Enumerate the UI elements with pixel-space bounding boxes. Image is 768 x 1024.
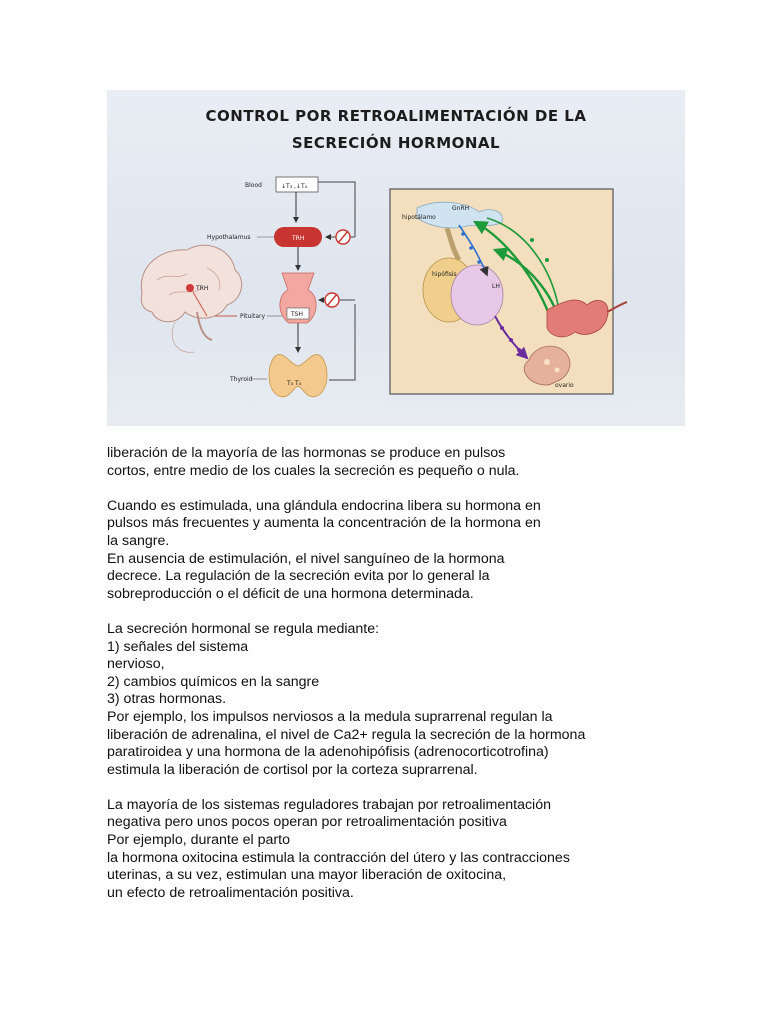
lh-label: LH (492, 283, 500, 290)
text-line: liberación de adrenalina, el nivel de Ca2+ regula la secreción de la hormona (107, 726, 586, 743)
thyroid-gland (269, 355, 327, 397)
gnrh-label: GnRH (452, 205, 470, 212)
text-line: 1) señales del sistema (107, 638, 249, 655)
text-line: La mayoría de los sistemas reguladores trabajan por retroalimentación (107, 796, 551, 813)
right-hypothalamus-label: hipotálamo (402, 214, 436, 221)
diagram-title-line-1: CONTROL POR RETROALIMENTACIÓN DE LA (205, 107, 587, 125)
text-line: paratiroidea y una hormona de la adenohipófisis (adrenocorticotrofina) (107, 744, 549, 761)
text-line: la hormona oxitocina estimula la contracción del útero y las contracciones (107, 849, 570, 866)
inhibition-icon (336, 230, 350, 244)
thyroid-label: Thyroid (230, 376, 253, 383)
text-line: La secreción hormonal se regula mediante: (107, 620, 380, 637)
paragraph (107, 498, 647, 604)
brain-trh-label: TRH (196, 285, 209, 292)
hypothalamus-label: Hypothalamus (207, 234, 251, 241)
paragraph (107, 445, 647, 480)
blood-label: Blood (245, 182, 262, 189)
thyroid-hormones-label: T₃ T₄ (287, 380, 302, 387)
text-line: cortos, entre medio de los cuales la secreción es pequeño o nula. (107, 462, 520, 479)
inhibition-icon (325, 293, 339, 307)
paragraph (107, 621, 647, 779)
text-line: uterinas, a su vez, estimulan una mayor liberación de oxitocina, (107, 867, 507, 884)
text-line: Por ejemplo, los impulsos nerviosos a la medula suprarrenal regulan la (107, 708, 553, 725)
text-line: 2) cambios químicos en la sangre (107, 673, 320, 690)
brain-drawing (141, 245, 241, 322)
diagram-illustrations (107, 90, 685, 426)
pituitary-tsh-label: TSH (291, 311, 303, 318)
hypothalamus-trh-label: TRH (292, 235, 305, 242)
feedback-diagram-image (107, 90, 685, 426)
thyroid-axis-diagram (141, 177, 355, 397)
text-line: pulsos más frecuentes y aumenta la concentración de la hormona en (107, 515, 541, 532)
text-line: negativa pero unos pocos operan por retroalimentación positiva (107, 814, 507, 831)
text-line: liberación de la mayoría de las hormonas se produce en pulsos (107, 445, 506, 461)
text-line: Por ejemplo, durante el parto (107, 832, 290, 849)
text-line: 3) otras hormonas. (107, 691, 227, 708)
pituitary-label: Pituitary (240, 313, 266, 320)
ovary-label: ovario (555, 382, 574, 389)
diagram-title-line-2: SECRECIÓN HORMONAL (291, 134, 501, 152)
text-line: estimula la liberación de cortisol por la corteza suprarrenal. (107, 761, 478, 778)
gonadal-axis-diagram (390, 189, 627, 394)
text-line: un efecto de retroalimentación positiva. (107, 884, 354, 901)
text-line: sobreproducción o el déficit de una hormona determinada. (107, 585, 474, 602)
right-pituitary-label: hipófisis (432, 271, 457, 278)
text-line: Cuando es estimulada, una glándula endocrina libera su hormona en (107, 497, 541, 514)
text-line: decrece. La regulación de la secreción evita por lo general la (107, 568, 490, 585)
text-line: En ausencia de estimulación, el nivel sanguíneo de la hormona (107, 550, 505, 567)
body-text (107, 445, 647, 902)
blood-hormone-box: ↓T₃ ,↓T₄ (281, 183, 308, 190)
paragraph (107, 797, 647, 903)
text-line: la sangre. (107, 532, 170, 549)
brain-trh-marker (186, 284, 194, 292)
text-line: nervioso, (107, 656, 165, 673)
